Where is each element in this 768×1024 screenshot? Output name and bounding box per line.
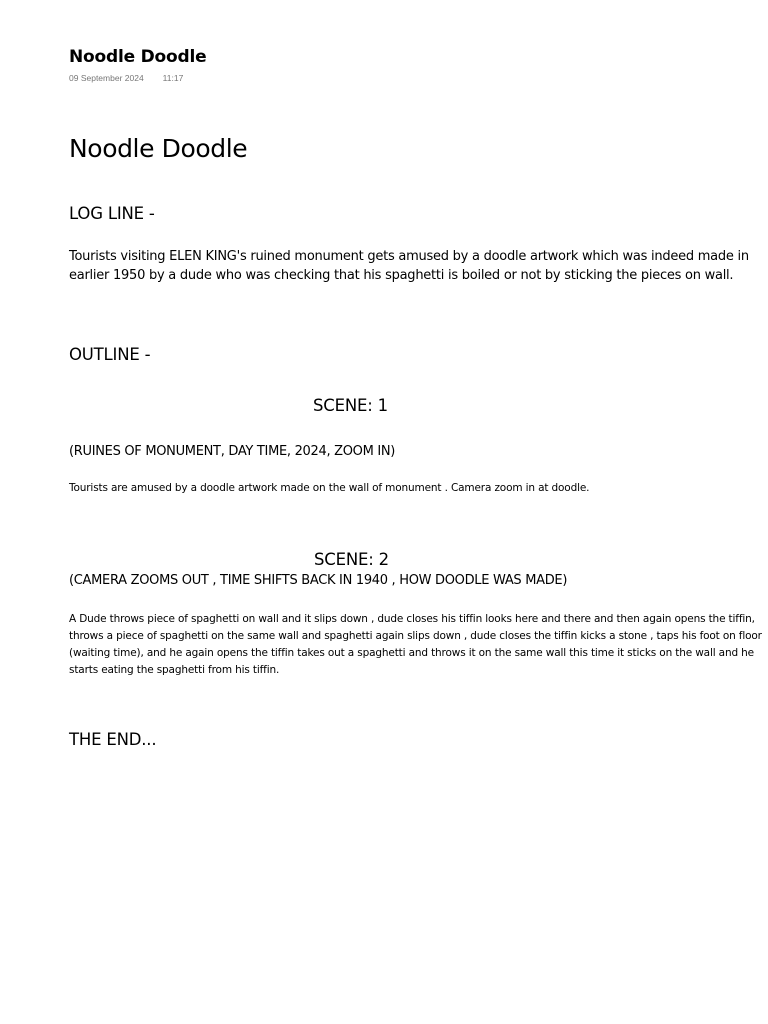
scene-2-setting: (CAMERA ZOOMS OUT , TIME SHIFTS BACK IN 1940 , HOW DOODLE WAS MADE) <box>69 573 568 588</box>
logline-text: Tourists visiting ELEN KING's ruined monument gets amused by a doodle artwork which was indeed made in earlier 1950 by a dude who was checking that his spaghetti is boiled or not by sticking the pieces on wall. <box>69 249 749 283</box>
logline-heading: LOG LINE - <box>69 204 155 223</box>
outline-heading: OUTLINE - <box>69 345 151 364</box>
document-heading: Noodle Doodle <box>69 134 248 163</box>
page-date: 09 September 2024 <box>69 73 144 83</box>
page-meta <box>69 73 183 83</box>
page-title: Noodle Doodle <box>69 47 207 67</box>
scene-2-description: A Dude throws piece of spaghetti on wall and it slips down , dude closes his tiffin looks here and there and then again opens the tiffin, throws a piece of spaghetti on the same wall and spaghetti again slips down , dude closes the tiffin kicks a stone , taps his foot on floor (waiting time), and he again opens the tiffin takes out a spaghetti and throws it on the same wall this time it sticks on the wall and he starts eating the spaghetti from his tiffin. <box>69 613 762 676</box>
scene-2-title: SCENE: 2 <box>314 550 389 569</box>
ending-text: THE END... <box>69 730 157 749</box>
page-time: 11:17 <box>162 73 184 83</box>
scene-1-description: Tourists are amused by a doodle artwork made on the wall of monument . Camera zoom in at doodle. <box>69 482 590 494</box>
scene-1-title: SCENE: 1 <box>313 396 388 415</box>
scene-1-setting: (RUINES OF MONUMENT, DAY TIME, 2024, ZOOM IN) <box>69 444 396 459</box>
